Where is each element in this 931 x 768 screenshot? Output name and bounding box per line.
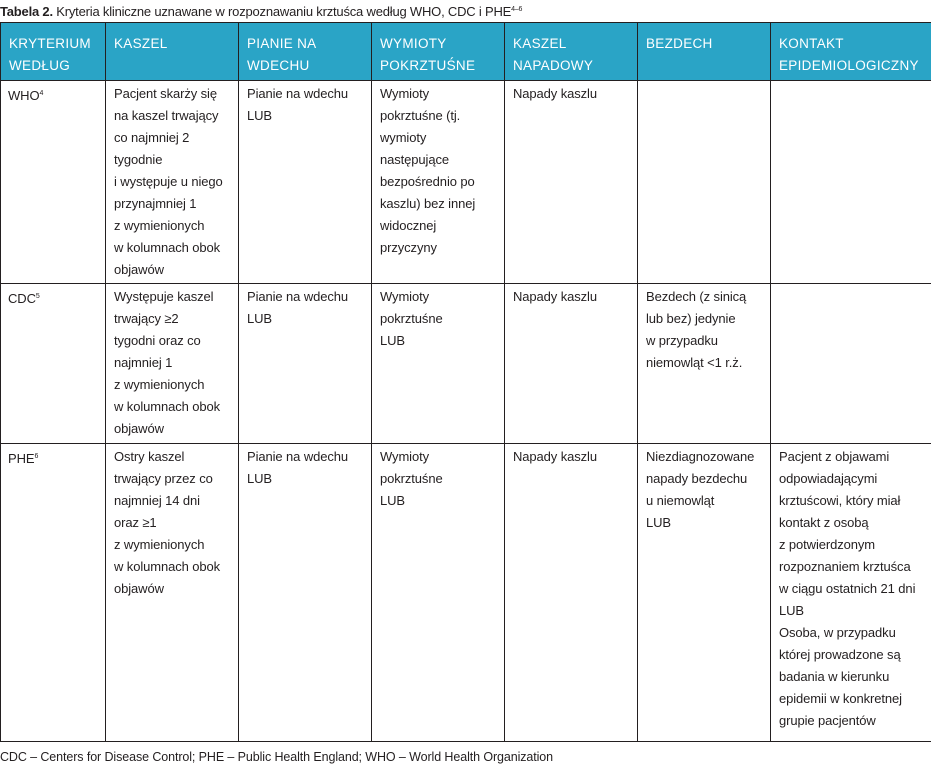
cell-line: oraz ≥1 (114, 515, 157, 530)
cell-line: LUB (779, 603, 804, 618)
cell-line: tygodnie (114, 152, 163, 167)
cell-line: z wymienionych (114, 537, 205, 552)
cell-line: w ciągu ostatnich 21 dni (779, 581, 916, 596)
cell-line: LUB (380, 333, 405, 348)
cell-line: Wymioty (380, 86, 430, 101)
cell-line: Wymioty (380, 289, 430, 304)
header-whoop: PIANIE NA WDECHU (239, 23, 372, 81)
table-cell (372, 284, 505, 444)
cell-line: Pacjent skarży się (114, 86, 217, 101)
table-cell (505, 81, 638, 284)
table-cell (239, 444, 372, 742)
header-vomiting: WYMIOTY POKRZTUŚNE (372, 23, 505, 81)
table-cell (505, 444, 638, 742)
cell-line: Napady kaszlu (513, 86, 597, 101)
row-header-name: PHE (8, 451, 35, 466)
cell-line: Ostry kaszel (114, 449, 185, 464)
cell-line: Wymioty (380, 449, 430, 464)
cell-line: tygodni oraz co (114, 333, 201, 348)
cell-line: trwający przez co (114, 471, 213, 486)
table-cell (771, 284, 931, 444)
header-apnea: BEZDECH (638, 23, 771, 81)
cell-line: Pianie na wdechu (247, 449, 349, 464)
header-criterion: KRYTERIUM WEDŁUG (1, 23, 106, 81)
cell-line: Napady kaszlu (513, 289, 597, 304)
cell-line: lub bez) jedynie (646, 311, 736, 326)
cell-line: co najmniej 2 (114, 130, 190, 145)
cell-line: u niemowląt (646, 493, 715, 508)
table-cell (771, 444, 931, 742)
cell-line: Napady kaszlu (513, 449, 597, 464)
cell-line: bezpośrednio po (380, 174, 475, 189)
cell-line: kaszlu) bez innej (380, 196, 476, 211)
cell-line: LUB (247, 311, 272, 326)
table-row (1, 444, 931, 742)
cell-line: Pianie na wdechu (247, 86, 349, 101)
row-header-ref: 4 (39, 90, 44, 97)
cell-line: napady bezdechu (646, 471, 748, 486)
cell-line: Osoba, w przypadku (779, 625, 896, 640)
cell-line: Występuje kaszel (114, 289, 214, 304)
cell-line: następujące (380, 152, 450, 167)
cell-line: LUB (646, 515, 671, 530)
cell-line: pokrztuśne (380, 471, 443, 486)
row-header (1, 444, 106, 742)
cell-line: z potwierdzonym (779, 537, 876, 552)
cell-line: kontakt z osobą (779, 515, 869, 530)
cell-line: badania w kierunku (779, 669, 890, 684)
cell-line: z wymienionych (114, 377, 205, 392)
cell-line: trwający ≥2 (114, 311, 179, 326)
cell-line: krztuścowi, który miał (779, 493, 901, 508)
table-row (1, 284, 931, 444)
cell-line: w kolumnach obok (114, 240, 221, 255)
table-cell (638, 284, 771, 444)
cell-line: w przypadku (646, 333, 718, 348)
cell-line: przynajmniej 1 (114, 196, 197, 211)
table-cell (771, 81, 931, 284)
cell-line: pokrztuśne (380, 311, 443, 326)
cell-line: pokrztuśne (tj. (380, 108, 461, 123)
cell-line: widocznej (380, 218, 437, 233)
cell-line: objawów (114, 421, 164, 436)
cell-line: na kaszel trwający (114, 108, 219, 123)
cell-line: LUB (380, 493, 405, 508)
header-cough: KASZEL (106, 23, 239, 81)
cell-line: Niezdiagnozowane (646, 449, 755, 464)
row-header (1, 81, 106, 284)
row-header-ref: 5 (35, 293, 40, 300)
cell-line: Pianie na wdechu (247, 289, 349, 304)
cell-line: i występuje u niego (114, 174, 223, 189)
table-cell (106, 444, 239, 742)
table-cell (106, 284, 239, 444)
caption-label: Tabela 2. (0, 4, 53, 19)
cell-line: najmniej 14 dni (114, 493, 200, 508)
table-row (1, 81, 931, 284)
table-cell (372, 444, 505, 742)
criteria-table (0, 22, 931, 742)
header-epi-contact: KONTAKT EPIDEMIOLOGICZNY (771, 23, 931, 81)
table-cell (505, 284, 638, 444)
cell-line: grupie pacjentów (779, 713, 876, 728)
row-header-ref: 6 (34, 453, 39, 460)
table-cell (638, 444, 771, 742)
table-cell (106, 81, 239, 284)
table-caption (0, 2, 522, 20)
caption-refs: 4–6 (511, 6, 523, 13)
cell-line: przyczyny (380, 240, 437, 255)
cell-line: LUB (247, 471, 272, 486)
cell-line: objawów (114, 581, 164, 596)
cell-line: w kolumnach obok (114, 559, 221, 574)
cell-line: niemowląt <1 r.ż. (646, 355, 743, 370)
cell-line: Bezdech (z sinicą (646, 289, 747, 304)
table-cell (638, 81, 771, 284)
table-footnote: CDC – Centers for Disease Control; PHE – Public Health England; WHO – World Health Organization (0, 750, 554, 764)
cell-line: w kolumnach obok (114, 399, 221, 414)
cell-line: objawów (114, 262, 164, 277)
header-paroxysmal-cough: KASZEL NAPADOWY (505, 23, 638, 81)
cell-line: LUB (247, 108, 272, 123)
cell-line: rozpoznaniem krztuśca (779, 559, 911, 574)
cell-line: epidemii w konkretnej (779, 691, 902, 706)
table-body (1, 81, 931, 742)
row-header-name: WHO (8, 88, 40, 103)
cell-line: odpowiadającymi (779, 471, 878, 486)
cell-line: której prowadzone są (779, 647, 901, 662)
cell-line: z wymienionych (114, 218, 205, 233)
table-cell (239, 284, 372, 444)
caption-text: Kryteria kliniczne uznawane w rozpoznawaniu krztuśca według WHO, CDC i PHE (52, 4, 512, 19)
table-cell (239, 81, 372, 284)
header-row (1, 23, 931, 81)
row-header (1, 284, 106, 444)
table-cell (372, 81, 505, 284)
cell-line: wymioty (380, 130, 427, 145)
cell-line: najmniej 1 (114, 355, 173, 370)
row-header-name: CDC (8, 291, 36, 306)
cell-line: Pacjent z objawami (779, 449, 890, 464)
